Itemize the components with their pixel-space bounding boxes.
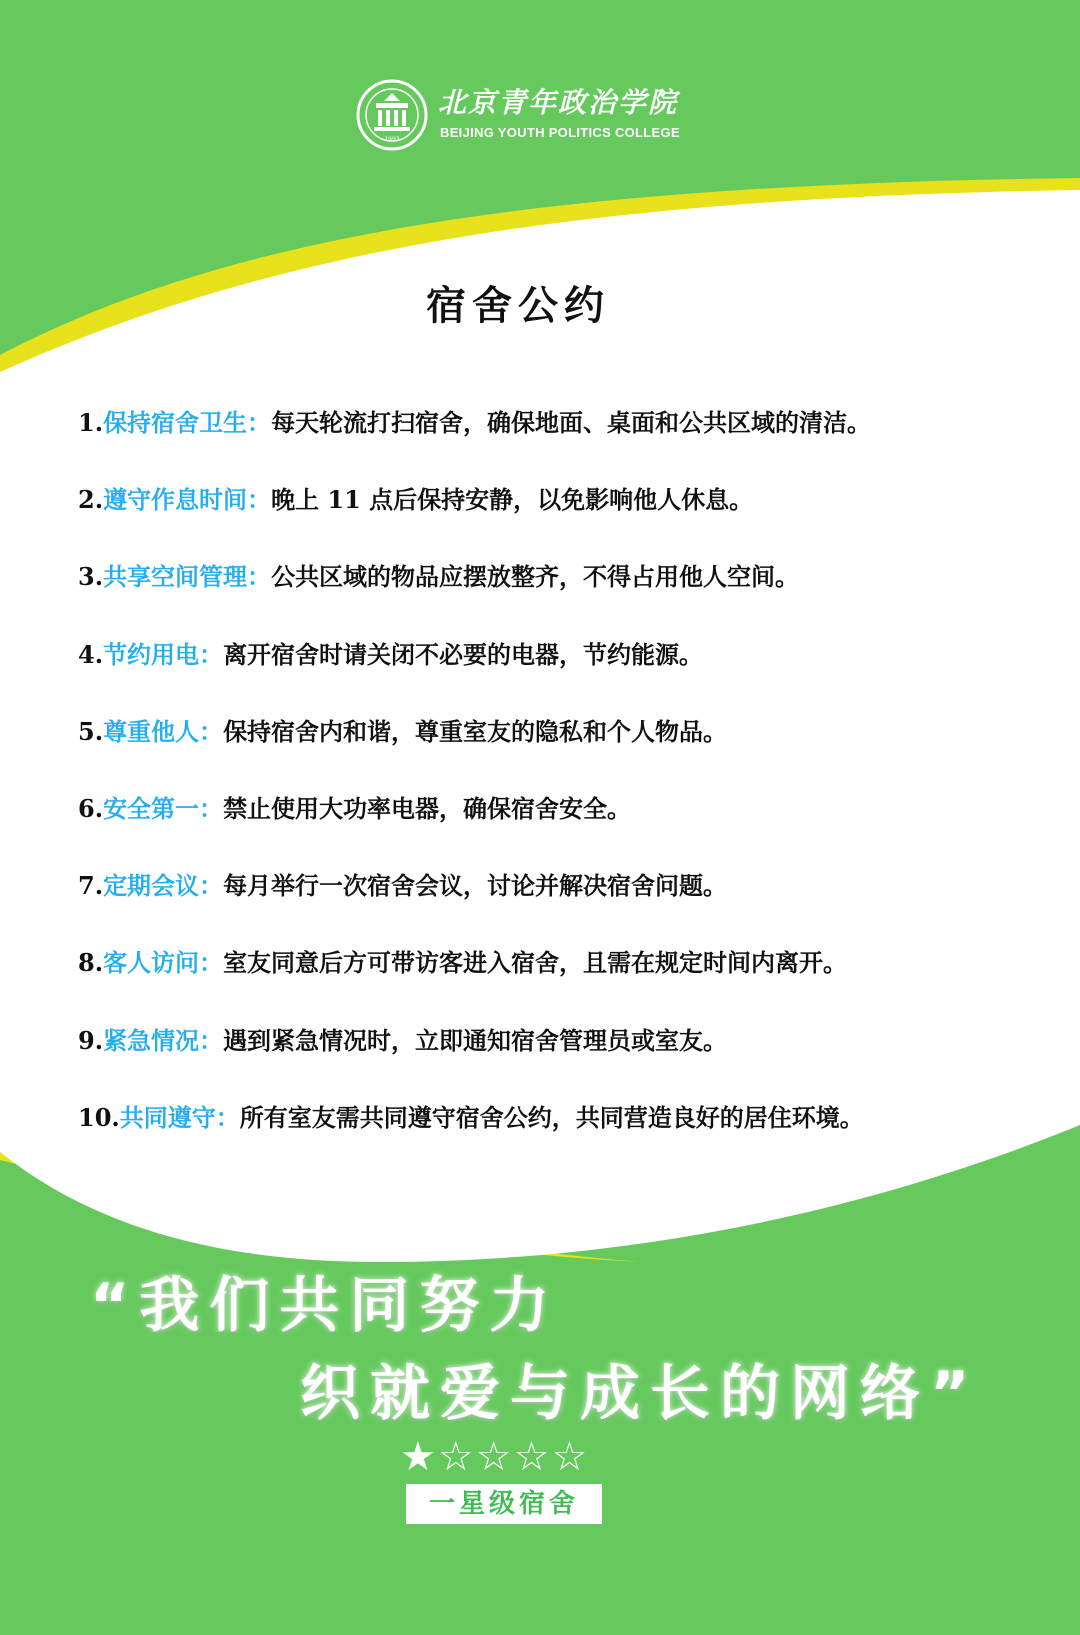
- star-empty-icon: ☆: [437, 1434, 476, 1480]
- rule-number: 3.: [78, 562, 104, 592]
- rule-item: [78, 948, 1048, 1025]
- rule-heading: 共享空间管理：: [103, 562, 272, 592]
- rule-number: 10.: [78, 1102, 120, 1132]
- star-empty-icon: ☆: [551, 1434, 590, 1480]
- rule-text: 每月举行一次宿舍会议，讨论并解决宿舍问题。: [223, 871, 728, 901]
- seal-year: 1993: [384, 136, 400, 143]
- slogan-line-2: 织就爱与成长的网络”: [300, 1359, 980, 1429]
- star-empty-icon: ☆: [513, 1434, 552, 1480]
- college-name-en: BEIJING YOUTH POLITICS COLLEGE: [440, 125, 680, 140]
- rule-heading: 紧急情况：: [103, 1025, 224, 1055]
- rule-heading: 遵守作息时间：: [103, 485, 272, 515]
- rules-list: [78, 408, 1048, 1180]
- star-empty-icon: ☆: [475, 1434, 514, 1480]
- rule-number: 8.: [78, 948, 104, 978]
- rule-item: [78, 794, 1048, 871]
- college-name-cn: 北京青年政治学院: [438, 86, 679, 119]
- rule-item: [78, 640, 1048, 717]
- rule-text: 公共区域的物品应摆放整齐，不得占用他人空间。: [271, 562, 800, 592]
- rule-item: [78, 408, 1048, 485]
- rule-text: 晚上 11 点后保持安静，以免影响他人休息。: [271, 485, 754, 515]
- college-header: [356, 75, 696, 151]
- rule-heading: 保持宿舍卫生：: [103, 408, 272, 437]
- rule-item: [78, 485, 1048, 562]
- rule-number: 4.: [78, 639, 104, 669]
- rule-heading: 尊重他人：: [103, 716, 224, 746]
- rule-text: 禁止使用大功率电器，确保宿舍安全。: [223, 793, 632, 823]
- rule-number: 1.: [78, 408, 104, 437]
- rule-text: 室友同意后方可带访客进入宿舍，且需在规定时间内离开。: [223, 948, 848, 978]
- rule-number: 5.: [78, 716, 104, 746]
- rule-item: [78, 871, 1048, 948]
- rule-heading: 客人访问：: [103, 948, 224, 978]
- rule-item: [78, 717, 1048, 794]
- page-title: 宿舍公约: [426, 282, 610, 329]
- rule-heading: 安全第一：: [103, 793, 224, 823]
- college-seal-icon: [356, 79, 428, 151]
- rule-number: 9.: [78, 1025, 104, 1055]
- rule-item: [78, 562, 1048, 639]
- rule-heading: 共同遵守：: [119, 1102, 240, 1132]
- rule-text: 每天轮流打扫宿舍，确保地面、桌面和公共区域的清洁。: [271, 408, 872, 437]
- rule-item: [78, 1026, 1048, 1103]
- dorm-rating-badge: 一星级宿舍: [406, 1484, 602, 1524]
- rule-item: [78, 1103, 1048, 1180]
- rule-text: 遇到紧急情况时，立即通知宿舍管理员或室友。: [223, 1025, 728, 1055]
- slogan-line-1: “我们共同努力: [90, 1271, 560, 1341]
- rule-text: 保持宿舍内和谐，尊重室友的隐私和个人物品。: [223, 716, 728, 746]
- rule-heading: 节约用电：: [103, 639, 224, 669]
- rule-heading: 定期会议：: [103, 871, 224, 901]
- star-rating: [400, 1434, 640, 1480]
- rule-number: 7.: [78, 871, 104, 901]
- star-filled-icon: ★: [400, 1434, 438, 1480]
- rule-text: 离开宿舍时请关闭不必要的电器，节约能源。: [223, 639, 704, 669]
- rule-number: 6.: [78, 793, 104, 823]
- rule-number: 2.: [78, 485, 104, 515]
- rule-text: 所有室友需共同遵守宿舍公约，共同营造良好的居住环境。: [239, 1102, 864, 1132]
